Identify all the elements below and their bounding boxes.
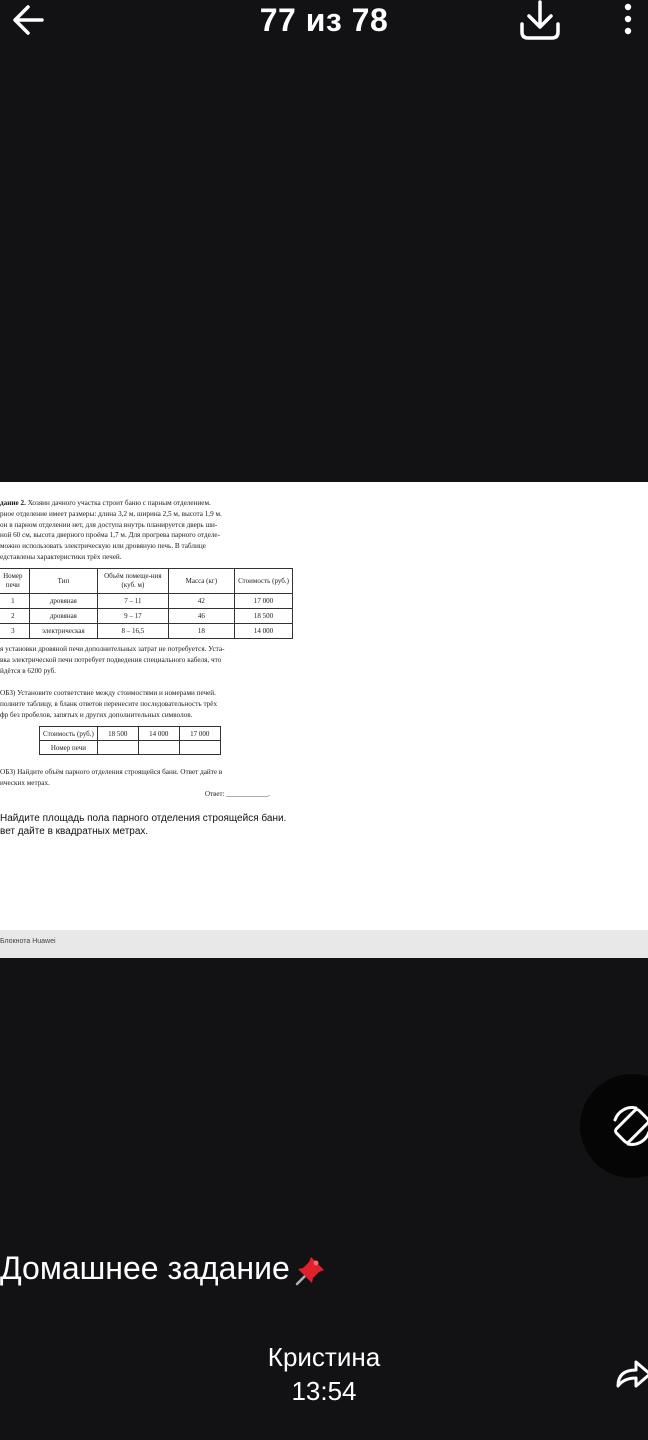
col-header: Тип: [29, 569, 97, 594]
note-line: вка электрической печи потребует подведения специального кабеля, что: [0, 655, 222, 664]
share-icon: [612, 1352, 648, 1392]
note-line: йдётся в 6200 руб.: [0, 666, 57, 675]
answer-cell-empty: [138, 741, 179, 755]
caption-text: Домашнее задание: [0, 1250, 290, 1286]
table-cell: дровяная: [29, 609, 97, 624]
table-cell: 3: [0, 624, 29, 639]
answer-line: Ответ: ____________.: [205, 790, 270, 798]
q1-line: ОБЗ) Установите соответствие между стоимостями и номерами печей.: [0, 689, 216, 697]
answer-cell-empty: [97, 741, 138, 755]
timestamp: 13:54: [291, 1376, 357, 1406]
question-1: [0, 688, 292, 720]
col-header: Объём помеще-ния (куб. м): [98, 569, 169, 594]
footer-text: Блокнота Huawei: [0, 938, 56, 945]
table-row: [40, 727, 221, 741]
table-cell: 8 – 16,5: [98, 624, 169, 639]
table-cell: 14 000: [235, 624, 293, 639]
table-cell: 1: [0, 594, 29, 609]
intro-line: он в парном отделении нет, для доступа внутрь планируется дверь ши-: [0, 520, 218, 529]
document-page: [0, 482, 648, 930]
q2-line: ОБЗ) Найдите объём парного отделения строящейся бани. Ответ дайте в: [0, 768, 223, 776]
page-counter: 77 из 78: [259, 2, 389, 38]
install-note: [0, 644, 292, 676]
table-cell: 42: [168, 594, 234, 609]
table-cell: 17 000: [235, 594, 293, 609]
more-options-button[interactable]: [614, 2, 642, 38]
table-row: [0, 624, 293, 639]
screen-rotate-icon: [610, 1104, 648, 1148]
stoves-table: [0, 568, 293, 639]
task-intro: [0, 498, 292, 563]
table-header-row: [0, 569, 293, 594]
document-image[interactable]: [0, 482, 648, 958]
share-button[interactable]: [612, 1352, 648, 1392]
table-cell: 7 – 11: [98, 594, 169, 609]
task-label: дание 2.: [0, 499, 26, 507]
table-cell: 2: [0, 609, 29, 624]
intro-line: рное отделение имеет размеры: длина 3,2 м, ширина 2,5 м, высота 1,9 м.: [0, 509, 222, 518]
author-name: Кристина: [267, 1342, 381, 1372]
task4-line: Найдите площадь пола парного отделения строящейся бани.: [0, 813, 287, 824]
intro-line: ной 60 см, высота дверного проёма 1,7 м. Для прогрева парного отделе-: [0, 531, 220, 540]
document-footer: [0, 930, 648, 958]
table-row: [40, 741, 221, 755]
table-cell: 9 – 17: [98, 609, 169, 624]
q1-line: фр без пробелов, запятых и других дополнительных символов.: [0, 710, 193, 719]
answer-cell: 18 500: [97, 727, 138, 741]
download-icon: [516, 0, 564, 44]
intro-line: Хозяин дачного участка строит баню с парным отделением.: [27, 499, 211, 507]
table-row: [0, 609, 293, 624]
task4-line: вет дайте в квадратных метрах.: [0, 826, 149, 837]
question-2: [0, 767, 292, 789]
answer-cell: Стоимость (руб.): [40, 727, 98, 741]
more-vertical-icon: [614, 2, 642, 38]
table-cell: дровяная: [29, 594, 97, 609]
col-header: Номер печи: [0, 569, 29, 594]
answer-cell: 17 000: [179, 727, 220, 741]
col-header: Масса (кг): [168, 569, 234, 594]
table-cell: 18 500: [235, 609, 293, 624]
q2-line: ических метрах.: [0, 778, 50, 787]
pushpin-icon: [292, 1253, 328, 1289]
intro-line: едставлены характеристики трёх печей.: [0, 552, 122, 561]
rotate-button[interactable]: [580, 1074, 648, 1178]
col-header: Стоимость (руб.): [235, 569, 293, 594]
note-line: я установки дровяной печи дополнительных затрат не потребуется. Уста-: [0, 645, 225, 653]
answer-table: [39, 726, 221, 755]
task-4: [0, 812, 286, 838]
answer-cell: 14 000: [138, 727, 179, 741]
answer-cell-empty: [179, 741, 220, 755]
download-button[interactable]: [516, 0, 564, 44]
table-cell: 46: [168, 609, 234, 624]
table-cell: электрическая: [29, 624, 97, 639]
q1-line: полните таблицу, в бланк ответов перенесите последовательность трёх: [0, 699, 218, 708]
table-cell: 18: [168, 624, 234, 639]
answer-cell: Номер печи: [40, 741, 98, 755]
intro-line: можно использовать электрическую или дровяную печь. В таблице: [0, 542, 206, 551]
post-caption: [0, 1250, 328, 1289]
table-row: [0, 594, 293, 609]
